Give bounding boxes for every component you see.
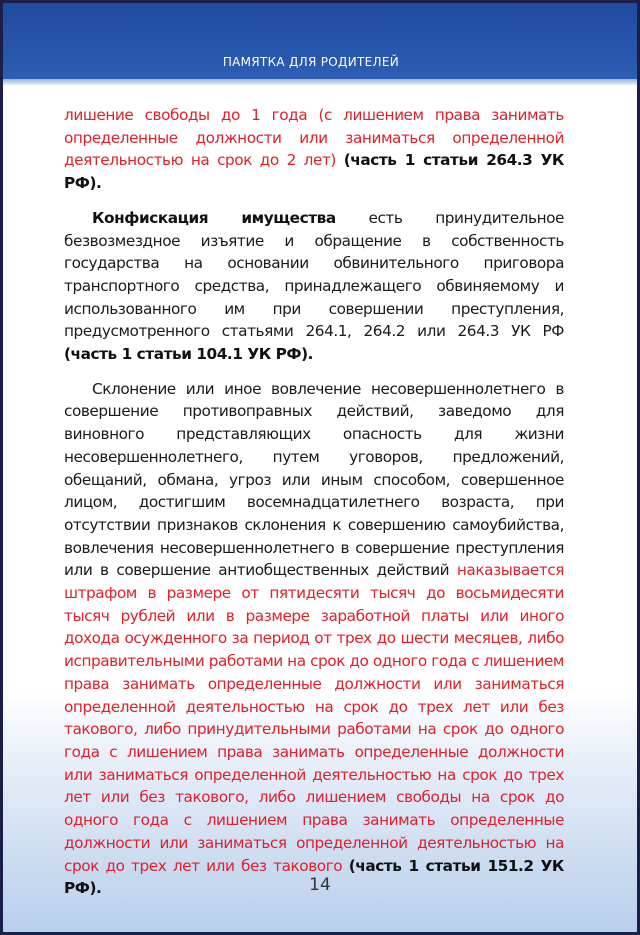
header-band	[3, 3, 637, 79]
paragraph-penalty-continuation	[64, 104, 564, 195]
header-divider	[3, 79, 637, 85]
penalty-text: лишение свободы до 1 года (с лишением права занимать определенные должности или заниматься определенной деятельностью на срок до 2 лет)	[64, 106, 564, 170]
law-citation: (часть 1 статьи 104.1 УК РФ).	[64, 345, 314, 364]
penalty-text: наказывается штрафом в размере от пятидесяти тысяч до восьмидесяти тысяч рублей или в размере заработной платы или иного дохода осужденного за период от трех до шести месяцев, либо исправительными работами на срок до одного года с лишением права занимать определенные должности или заниматься определенной деятельностью на срок до трех лет или без такового, либо принудительными работами на срок до одного года с лишением права занимать определенные должности или заниматься определенной деятельностью на срок до трех лет или без такового, либо лишением свободы на срок до одного года с лишением права занимать определенные должности или заниматься определенной деятельностью на срок до трех лет или без такового	[64, 561, 565, 875]
offense-description: Склонение или иное вовлечение несовершеннолетнего в совершение противоправных действий, заведомо для виновного представляющих опасность для жизни несовершеннолетнего, путем уговоров, предложений, обещаний, обмана, угроз или иным способом, совершенное лицом, достигшим восемнадцатилетнего возраста, при отсутствии признаков склонения к совершению самоубийства, вовлечения несовершеннолетнего в совершение преступления или в совершение антиобщественных действий	[64, 379, 564, 580]
page-number: 14	[309, 875, 331, 895]
paragraph-confiscation	[64, 207, 564, 366]
defined-term: Конфискация имущества	[92, 208, 336, 227]
header-title: ПАМЯТКА ДЛЯ РОДИТЕЛЕЙ	[222, 55, 399, 69]
page	[3, 3, 637, 932]
definition-text: есть принудительное безвозмездное изъятие и обращение в собственность государства на основании обвинительного приговора транспортного средства, принадлежащего обвиняемому и использованного им при совершении преступления, предусмотренного статьями 264.1, 264.2 или 264.3 УК РФ	[64, 208, 564, 341]
law-citation: (часть 1 статьи 264.3 УК РФ).	[64, 151, 564, 193]
main-text	[64, 104, 564, 912]
paragraph-inducement	[64, 378, 564, 900]
law-citation: (часть 1 статьи 151.2 УК РФ).	[64, 856, 564, 898]
